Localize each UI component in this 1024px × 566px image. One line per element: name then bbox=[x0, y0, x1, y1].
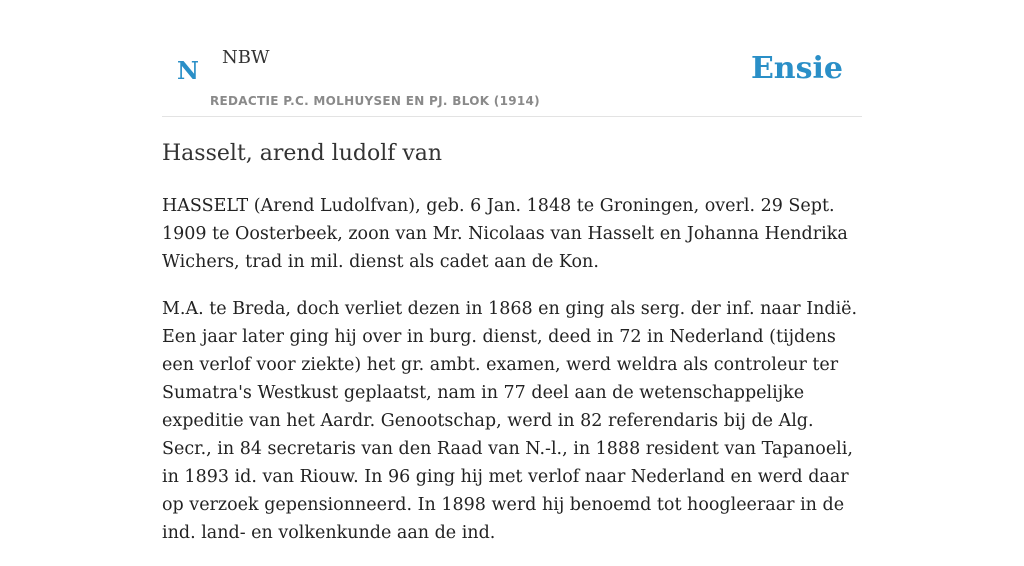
source-name[interactable]: NBW bbox=[222, 47, 270, 68]
article-title: Hasselt, arend ludolf van bbox=[162, 141, 443, 166]
source-editors: REDACTIE P.C. MOLHUYSEN EN PJ. BLOK (1914) bbox=[210, 94, 540, 108]
brand-logo-link[interactable]: Ensie bbox=[750, 51, 843, 86]
article-body bbox=[162, 192, 862, 566]
source-logo[interactable]: N bbox=[177, 56, 199, 85]
article-paragraph: HASSELT (Arend Ludolfvan), geb. 6 Jan. 1848 te Groningen, overl. 29 Sept. 1909 te Oosterbeek, zoon van Mr. Nicolaas van Hasselt en Johanna Hendrika Wichers, trad in mil. dienst als cadet aan de Kon. bbox=[162, 196, 848, 272]
page-header bbox=[162, 0, 862, 117]
article-paragraph: M.A. te Breda, doch verliet dezen in 1868 en ging als serg. der inf. naar Indië. Een jaar later ging hij over in burg. dienst, deed in 72 in Nederland (tijdens een verlof voor ziekte) het gr. ambt. examen, werd weldra als controleur ter Sumatra's Westkust geplaatst, nam in 77 deel aan de wetenschappelijke expeditie van het Aardr. Genootschap, werd in 82 referendaris bij de Alg. Secr., in 84 secretaris van den Raad van N.-l., in 1888 resident van Tapanoeli, in 1893 id. van Riouw. In 96 ging hij met verlof naar Nederland en werd daar op verzoek gepensionneerd. In 1898 werd hij benoemd tot hoogleeraar in de ind. land- en volkenkunde aan de ind. bbox=[162, 299, 858, 543]
